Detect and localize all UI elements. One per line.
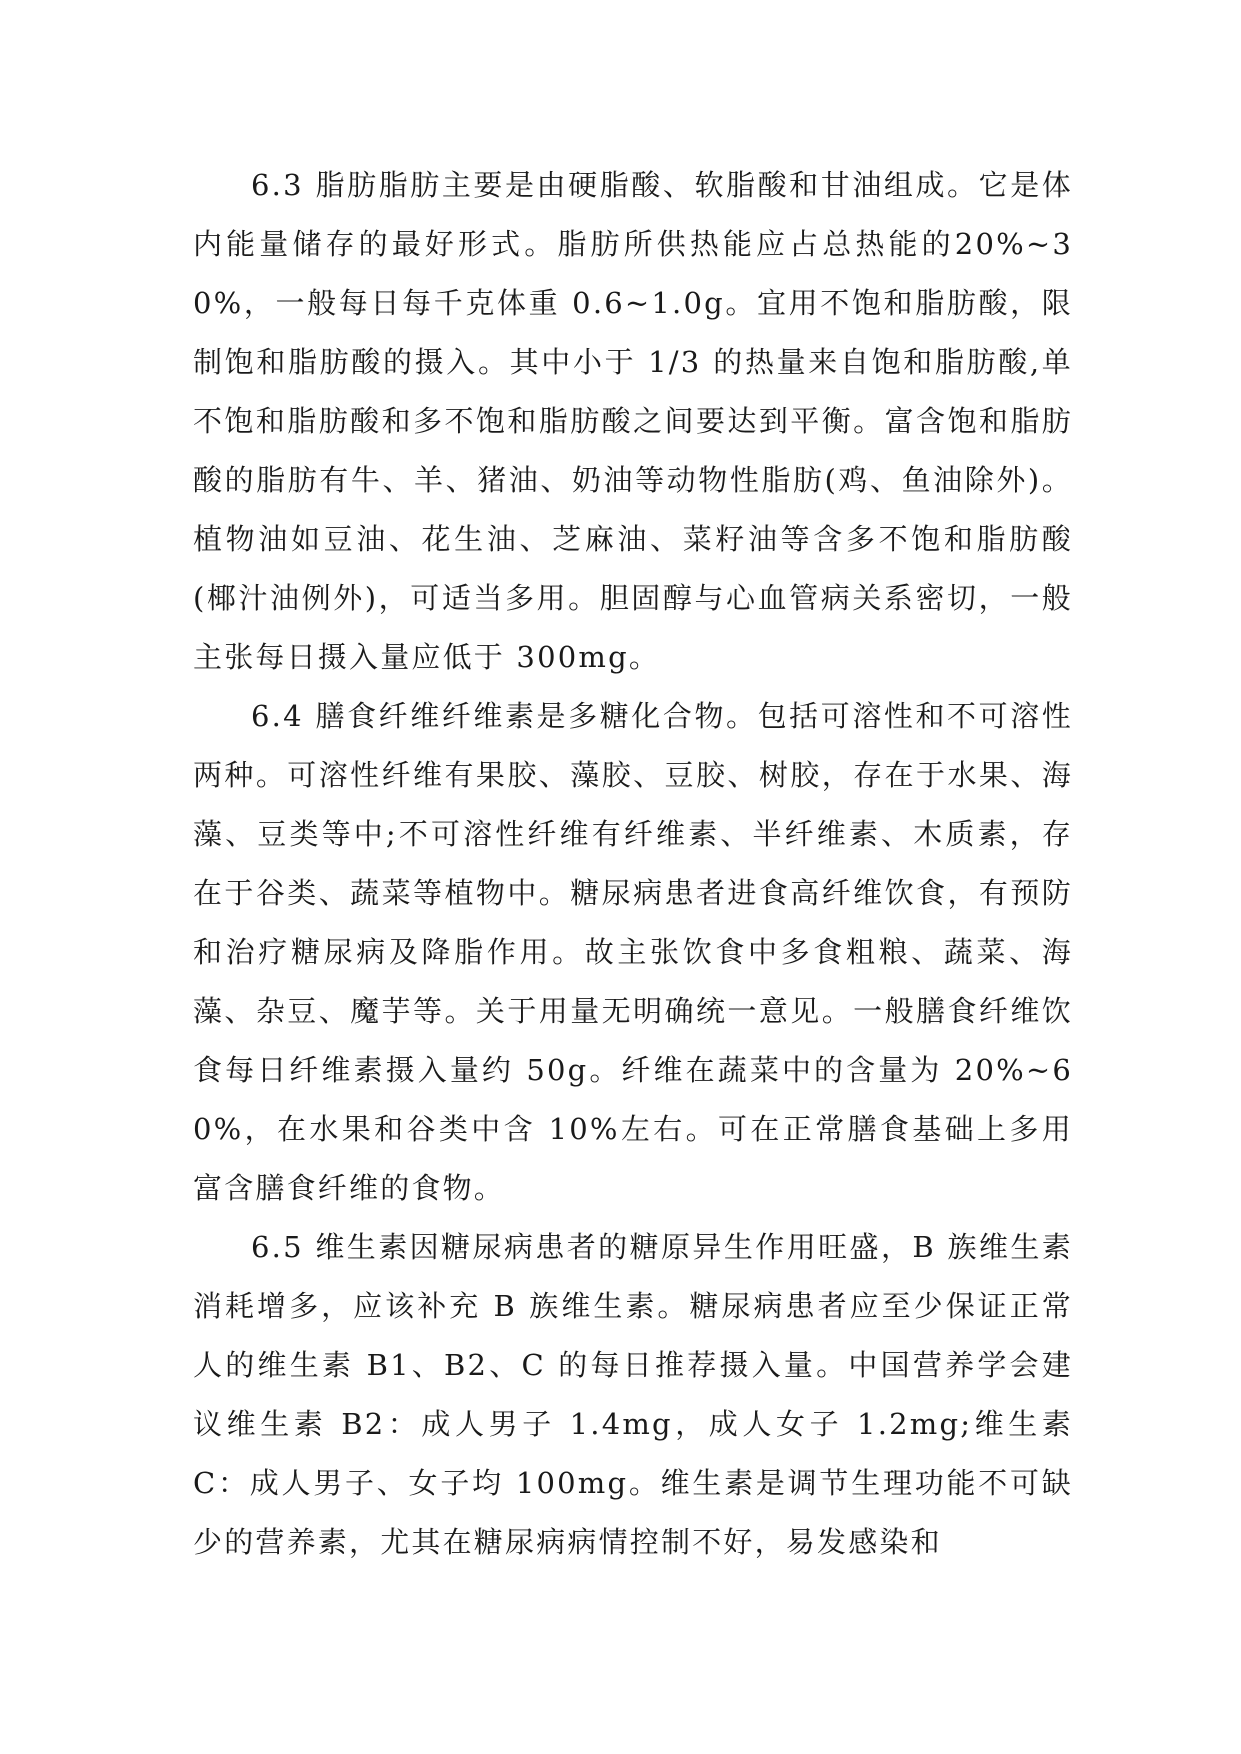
paragraph-dietary-fiber: 6.4 膳食纤维纤维素是多糖化合物。包括可溶性和不可溶性两种。可溶性纤维有果胶、藻胶、豆胶、树胶，存在于水果、海藻、豆类等中;不可溶性纤维有纤维素、半纤维素、木质素，存在于谷类、蔬菜等植物中。糖尿病患者进食高纤维饮食，有预防和治疗糖尿病及降脂作用。故主张饮食中多食粗粮、蔬菜、海藻、杂豆、魔芋等。关于用量无明确统一意见。一般膳食纤维饮食每日纤维素摄入量约 50g。纤维在蔬菜中的含量为 20%~60%，在水果和谷类中含 10%左右。可在正常膳食基础上多用富含膳食纤维的食物。 bbox=[193, 699, 1073, 1205]
paragraph-vitamins: 6.5 维生素因糖尿病患者的糖原异生作用旺盛，B 族维生素消耗增多，应该补充 B 族维生素。糖尿病患者应至少保证正常人的维生素 B1、B2、C 的每日推荐摄入量。中国营养学会建议维生素 B2：成人男子 1.4mg，成人女子 1.2mg;维生素 C：成人男子、女子均 100mg。维生素是调节生理功能不可缺少的营养素，尤其在糖尿病病情控制不好，易发感染和 bbox=[193, 1230, 1073, 1559]
paragraph-fat: 6.3 脂肪脂肪主要是由硬脂酸、软脂酸和甘油组成。它是体内能量储存的最好形式。脂肪所供热能应占总热能的20%~30%，一般每日每千克体重 0.6~1.0g。宜用不饱和脂肪酸，限制饱和脂肪酸的摄入。其中小于 1/3 的热量来自饱和脂肪酸,单不饱和脂肪酸和多不饱和脂肪酸之间要达到平衡。富含饱和脂肪酸的脂肪有牛、羊、猪油、奶油等动物性脂肪(鸡、鱼油除外)。植物油如豆油、花生油、芝麻油、菜籽油等含多不饱和脂肪酸(椰汁油例外)，可适当多用。胆固醇与心血管病关系密切，一般主张每日摄入量应低于 300mg。 bbox=[193, 168, 1073, 674]
document-body bbox=[193, 156, 1073, 1572]
